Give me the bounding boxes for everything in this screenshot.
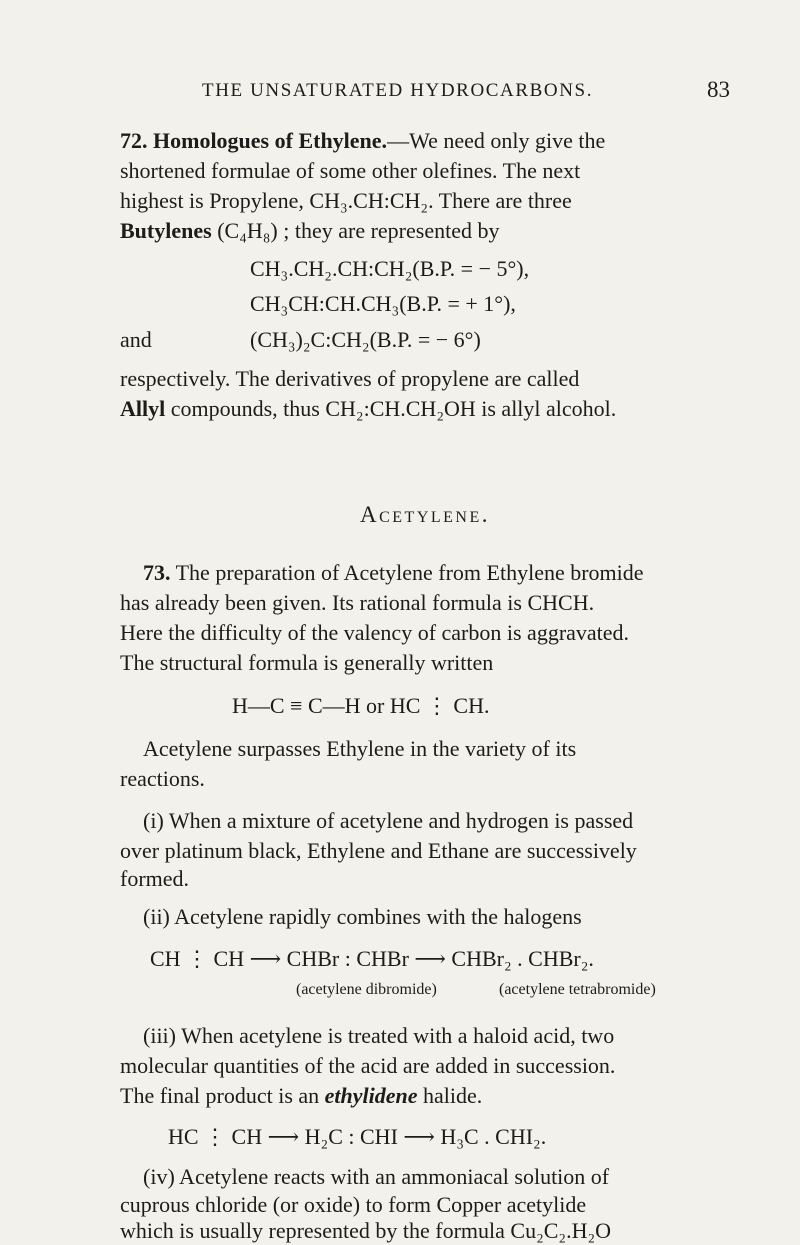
reaction-iv-line-1: (iv) Acetylene reacts with an ammoniacal solution of	[143, 1164, 610, 1189]
formula-butylene-1: CH₃.CH₂.CH:CH₂(B.P. = − 5°),	[250, 256, 530, 281]
reaction-iii-text: halide.	[423, 1083, 483, 1108]
and-word: and	[120, 327, 152, 352]
butylenes-term: Butylenes	[120, 218, 212, 243]
formula-butylene-2: CH₃CH:CH.CH₃(B.P. = + 1°),	[250, 291, 516, 316]
running-head	[120, 77, 730, 110]
para-72-heading: Homologues of Ethylene.	[153, 128, 388, 153]
para-72-line-1	[120, 128, 605, 154]
reaction-iv-line-3: which is usually represented by the formula Cu₂C₂.H₂O	[120, 1218, 612, 1243]
reaction-i-line-3: formed.	[120, 866, 190, 891]
para-72-text: compounds, thus CH₂:CH.CH₂OH is allyl alcohol.	[170, 396, 617, 421]
para-73-line-6: reactions.	[120, 766, 205, 791]
allyl-term: Allyl	[120, 396, 166, 421]
para-72-line-4	[120, 218, 499, 244]
running-head-title: THE UNSATURATED HYDROCARBONS.	[202, 80, 594, 101]
para-73-line-5: Acetylene surpasses Ethylene in the variety of its	[143, 736, 577, 761]
reaction-iii-line-1: (iii) When acetylene is treated with a haloid acid, two	[143, 1023, 615, 1048]
page-number: 83	[707, 77, 730, 102]
reaction-iv-line-2: cuprous chloride (or oxide) to form Copper acetylide	[120, 1192, 587, 1217]
para-72-line-6	[120, 396, 616, 422]
para-73-line-3: Here the difficulty of the valency of carbon is aggravated.	[120, 620, 630, 645]
reaction-i-line-2: over platinum black, Ethylene and Ethane are successively	[120, 838, 637, 863]
ethylidene-term: ethylidene	[324, 1083, 418, 1108]
note-acetylene-dibromide: (acetylene dibromide)	[296, 981, 437, 998]
para-73-text: The preparation of Acetylene from Ethylene bromide	[175, 560, 644, 585]
para-72-text: (C₄H₈) ; they are represented by	[217, 218, 500, 243]
reaction-i-line-1: (i) When a mixture of acetylene and hydrogen is passed	[143, 808, 634, 833]
para-73-line-2: has already been given. Its rational formula is CHCH.	[120, 590, 595, 615]
para-72-number: 72.	[120, 128, 148, 153]
para-72-line-5: respectively. The derivatives of propylene are called	[120, 366, 580, 391]
note-acetylene-tetrabromide: (acetylene tetrabromide)	[499, 981, 656, 998]
section-heading-acetylene: Acetylene.	[359, 502, 490, 527]
para-72-text: —We need only give the	[387, 128, 606, 153]
para-73-line-1	[143, 560, 644, 586]
structural-formula: H—C ≡ C—H or HC ⋮ CH.	[232, 693, 490, 718]
reaction-iii-line-3	[120, 1083, 482, 1109]
para-72-line-3: highest is Propylene, CH₃.CH:CH₂. There are three	[120, 188, 572, 213]
formula-butylene-3: (CH₃)₂C:CH₂(B.P. = − 6°)	[250, 327, 481, 352]
reaction-iii-line-2: molecular quantities of the acid are added in succession.	[120, 1053, 616, 1078]
equation-halogens: CH ⋮ CH ⟶ CHBr : CHBr ⟶ CHBr₂ . CHBr₂.	[150, 946, 594, 971]
equation-haloid: HC ⋮ CH ⟶ H₂C : CHI ⟶ H₃C . CHI₂.	[168, 1124, 547, 1149]
para-73-line-4: The structural formula is generally written	[120, 650, 494, 675]
para-72-line-2: shortened formulae of some other olefines. The next	[120, 158, 581, 183]
reaction-iii-text: The final product is an	[120, 1083, 320, 1108]
para-73-number: 73.	[143, 560, 171, 585]
reaction-ii-line-1: (ii) Acetylene rapidly combines with the halogens	[143, 904, 582, 929]
